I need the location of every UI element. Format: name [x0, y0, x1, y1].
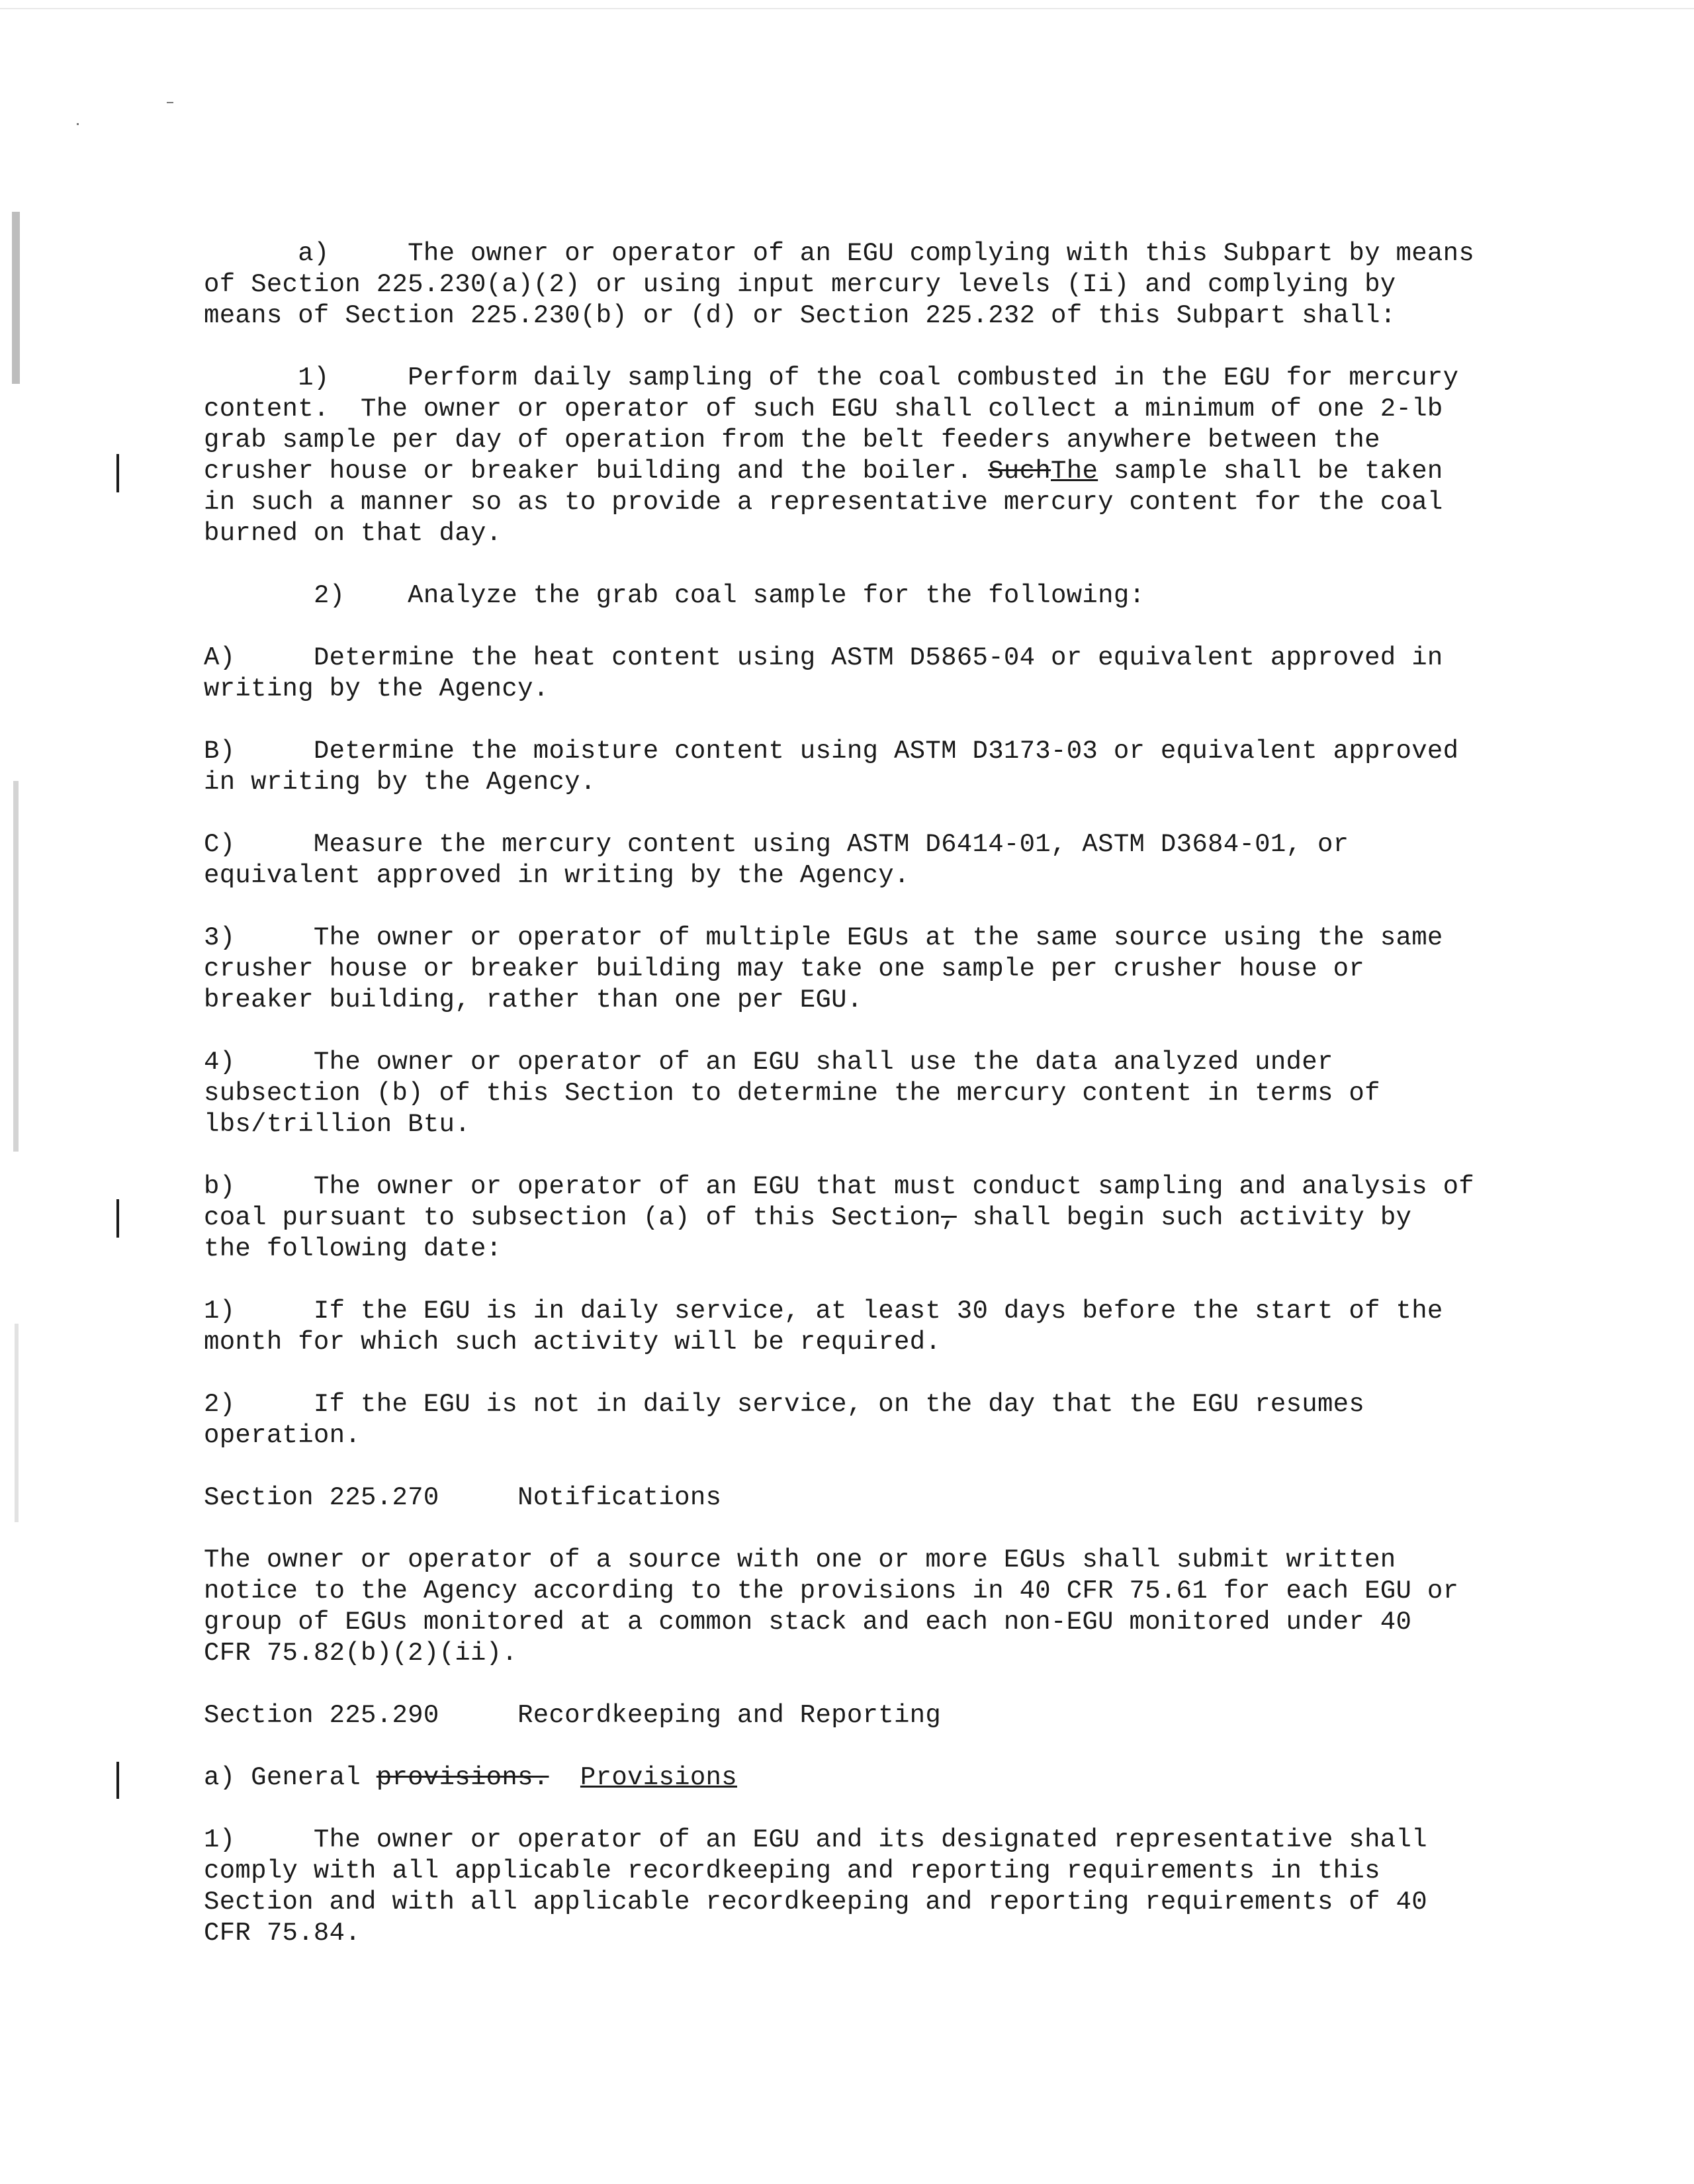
revision-change-bar: [116, 1762, 119, 1799]
section-225-270-body: The owner or operator of a source with one or more EGUs shall submit written notice to the Agency according to the provisions in 40 CFR 75.61 for each EGU or group of EGUs monitored at a common stack and each non-EGU monitored under 40 CFR 75.82(b)(2)(ii).: [204, 1545, 1459, 1668]
paragraph-A: A) Determine the heat content using ASTM D5865-04 or equivalent approved in writing by the Agency.: [204, 643, 1443, 704]
revision-change-bar: [116, 454, 119, 492]
paragraph-B: B) Determine the moisture content using ASTM D3173-03 or equivalent approved in writing by the Agency.: [204, 737, 1459, 797]
subheading-general-provisions: [204, 1762, 1540, 1794]
paragraph-b-text-after: shall begin such activity by the following date:: [204, 1203, 1412, 1263]
paragraph-a1-text-before: 1) Perform daily sampling of the coal combusted in the EGU for mercury content. The owner or operator of such EGU shall collect a minimum of one 2-lb grab sample per day of operation from the belt feeders anywhere between the crusher house or breaker building and the boiler.: [204, 363, 1459, 486]
paragraph-a: a) The owner or operator of an EGU complying with this Subpart by means of Section 225.230(a)(2) or using input mercury levels (Ii) and complying by means of Section 225.230(b) or (d) or Section 225.232 of this Subpart shall:: [204, 239, 1475, 330]
inserted-text: The: [1051, 457, 1098, 486]
paragraph-general-1: 1) The owner or operator of an EGU and its designated representative shall comply with all applicable recordkeeping and reporting requirements in this Section and with all applicable recordkeeping and reporting requirements of 40 CFR 75.84.: [204, 1825, 1427, 1948]
general-label: a) General: [204, 1763, 377, 1792]
section-heading-225-290: Section 225.290 Recordkeeping and Reporting: [204, 1701, 942, 1730]
paragraph-3: 3) The owner or operator of multiple EGUs at the same source using the same crusher house or breaker building may take one sample per crusher house or breaker building, rather than one per EGU.: [204, 923, 1443, 1015]
deleted-text: Such: [988, 457, 1051, 486]
scan-top-rule: [0, 8, 1694, 9]
paragraph-a1: [204, 363, 1540, 549]
scan-edge-mark: [15, 1324, 19, 1522]
section-heading-225-270: Section 225.270 Notifications: [204, 1483, 722, 1512]
revision-change-bar: [116, 1199, 119, 1238]
paragraph-b1: 1) If the EGU is in daily service, at least 30 days before the start of the month for which such activity will be required.: [204, 1297, 1443, 1357]
scan-edge-mark: [13, 781, 19, 1152]
inserted-text: Provisions: [580, 1763, 737, 1792]
spacer: [549, 1763, 580, 1792]
paragraph-b: [204, 1171, 1540, 1265]
paragraph-b-text-before: b) The owner or operator of an EGU that must conduct sampling and analysis of coal pursuant to subsection (a) of this Section: [204, 1172, 1475, 1232]
scan-speck: [77, 123, 79, 125]
deleted-text: provisions.: [376, 1763, 549, 1792]
document-body: [204, 238, 1540, 1980]
paragraph-b2: 2) If the EGU is not in daily service, on the day that the EGU resumes operation.: [204, 1390, 1365, 1450]
paragraph-a1-text-after: sample shall be taken in such a manner so as to provide a representative mercury content for the coal burned on that day.: [204, 457, 1443, 548]
paragraph-a2: 2) Analyze the grab coal sample for the following:: [204, 581, 1145, 610]
deleted-text: ,: [941, 1203, 957, 1232]
scan-speck: [167, 102, 173, 103]
scan-edge-mark: [12, 212, 20, 384]
paragraph-C: C) Measure the mercury content using ASTM D6414-01, ASTM D3684-01, or equivalent approved in writing by the Agency.: [204, 830, 1349, 890]
paragraph-4: 4) The owner or operator of an EGU shall use the data analyzed under subsection (b) of this Section to determine the mercury content in terms of lbs/trillion Btu.: [204, 1048, 1380, 1139]
